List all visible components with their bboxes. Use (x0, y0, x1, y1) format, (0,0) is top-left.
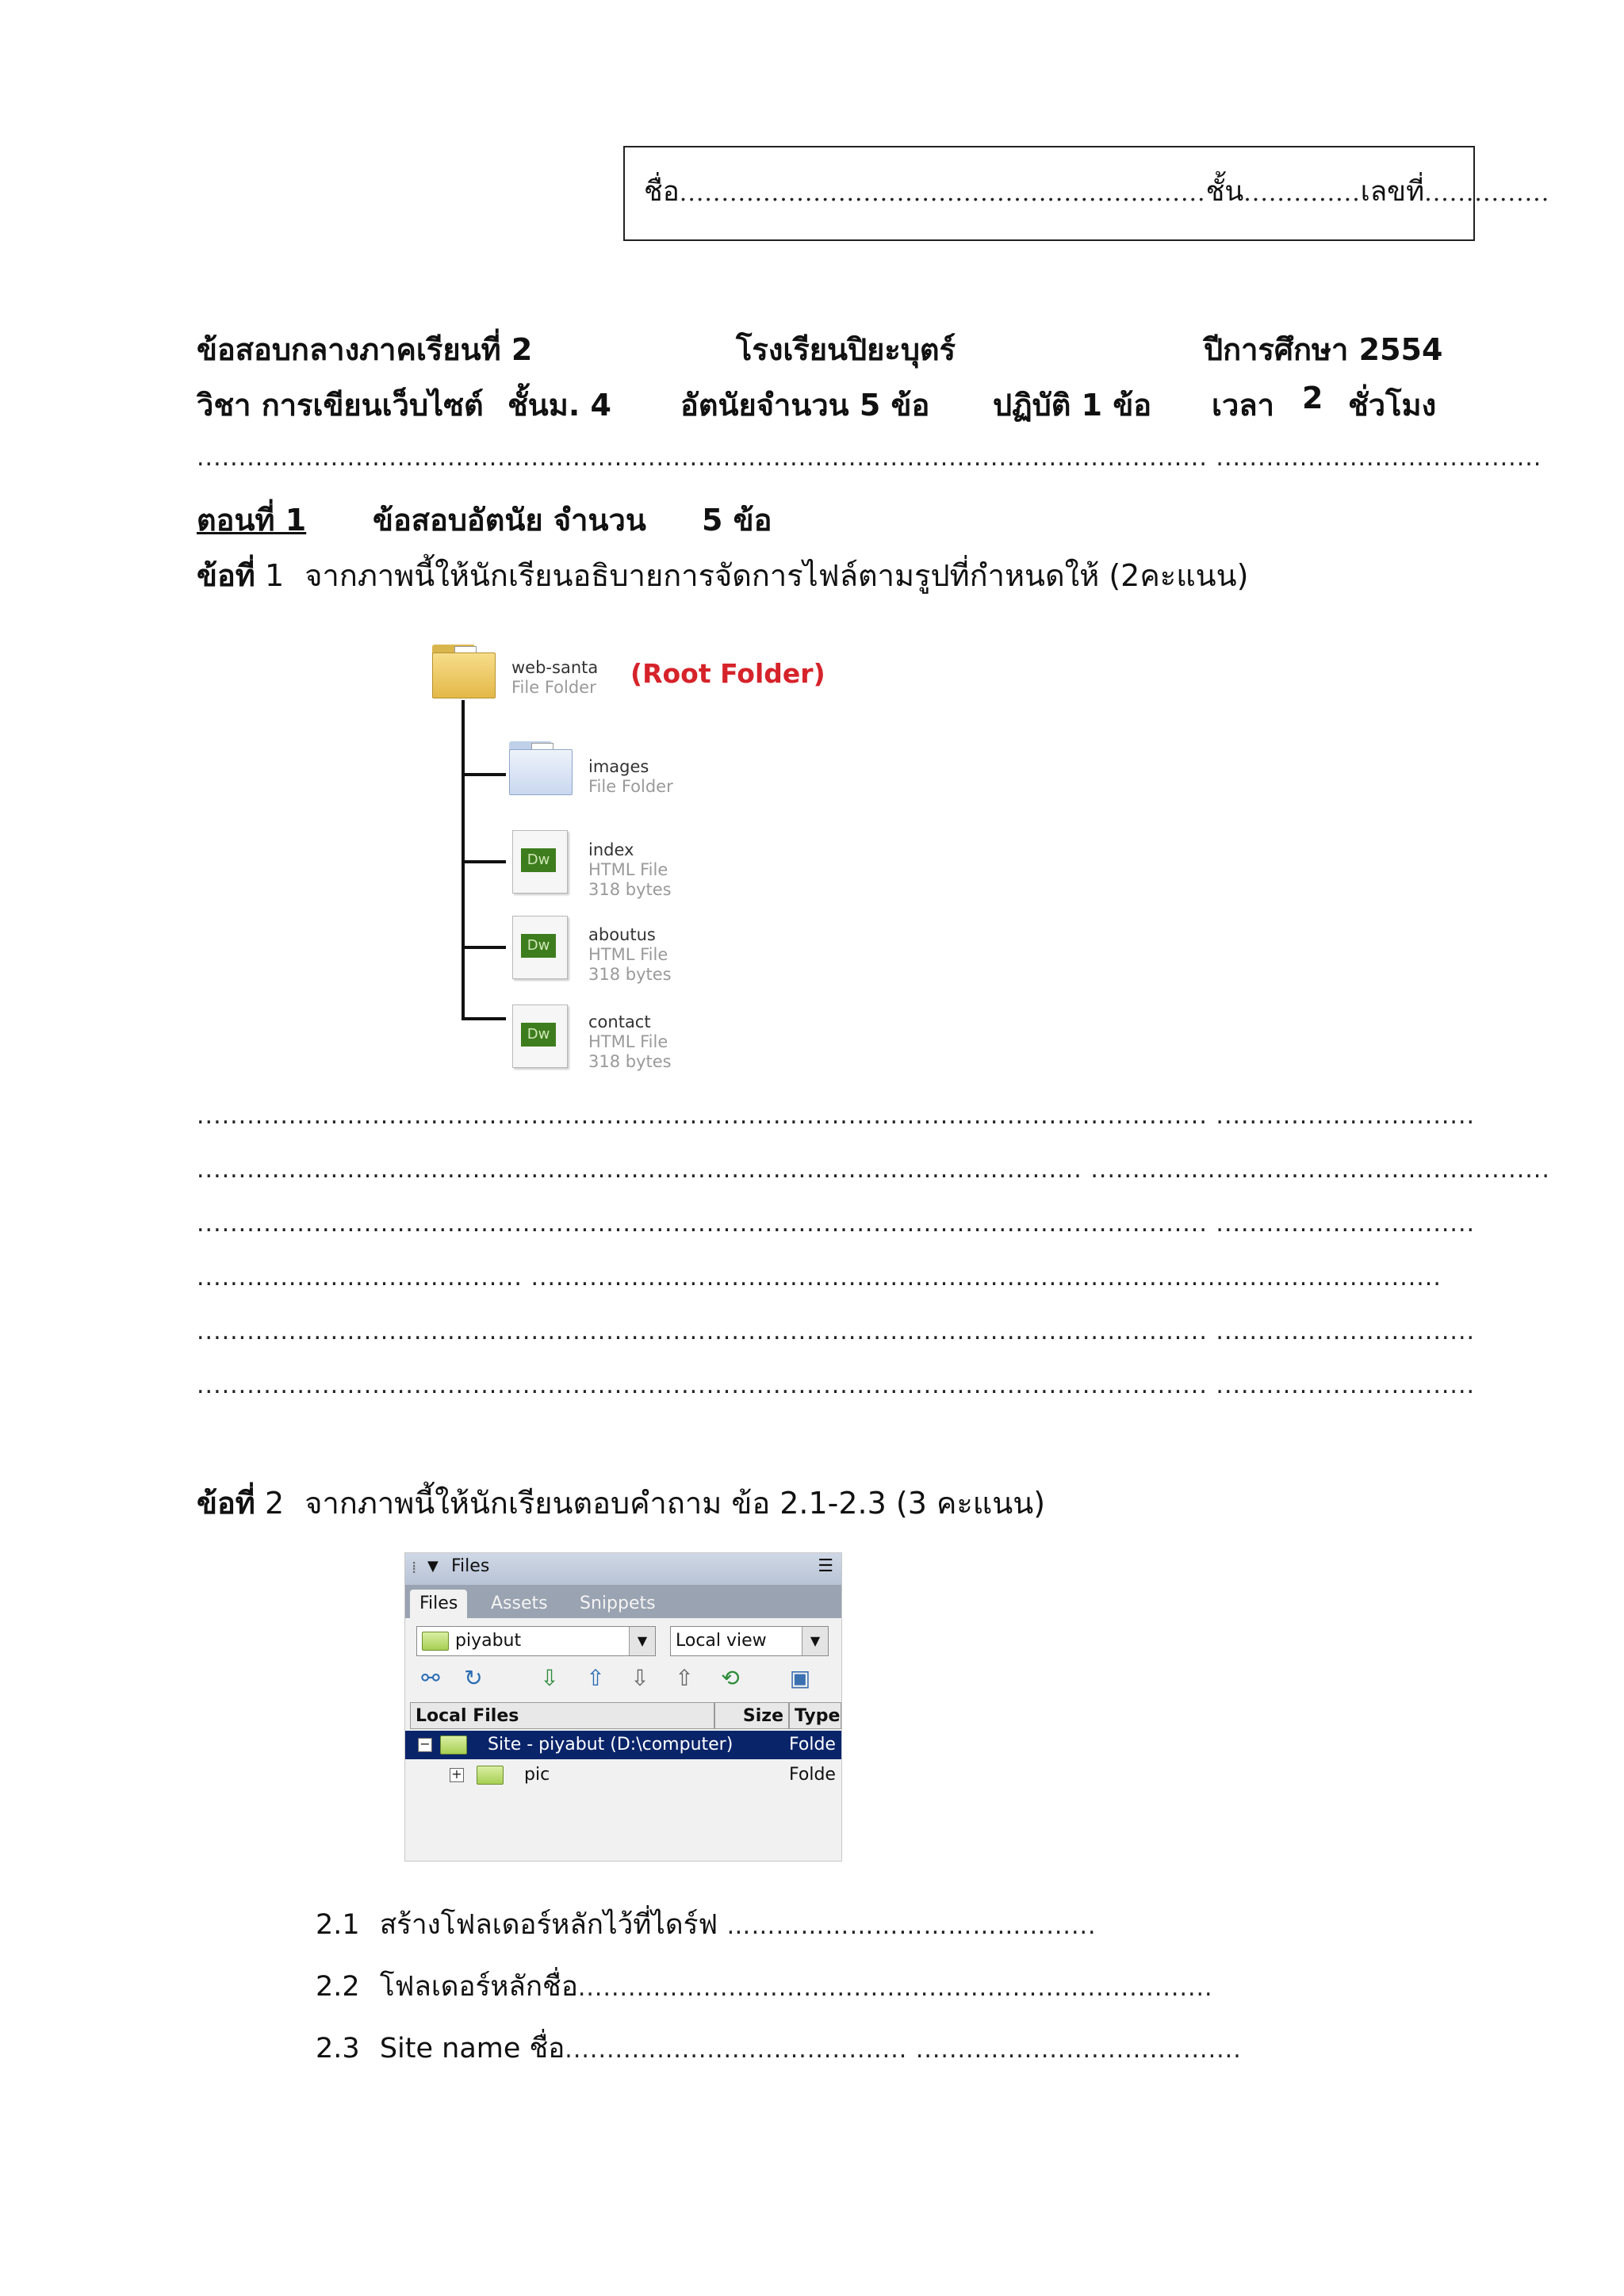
options-menu-icon[interactable]: ☰ (818, 1556, 833, 1576)
question-2 (197, 1479, 1045, 1527)
item-size: 318 bytes (588, 1052, 672, 1071)
answer-line[interactable]: ......................................................................................................................... ............................... (197, 1210, 1476, 1238)
subjective-count: อัตนัยจำนวน 5 ข้อ (680, 388, 930, 423)
expand-icon[interactable]: + (450, 1768, 464, 1782)
practical-count: ปฏิบัติ 1 ข้อ (993, 388, 1152, 423)
panel-title-bar (405, 1553, 841, 1585)
folder-icon (477, 1766, 504, 1785)
tab-assets[interactable]: Assets (491, 1594, 548, 1613)
answer-line[interactable]: ....................................... ............................................................................................................. (197, 1264, 1442, 1292)
time-label: เวลา (1212, 388, 1274, 423)
row-type: Folde (789, 1735, 836, 1755)
site-select[interactable] (416, 1626, 656, 1656)
subject-name: วิชา การเขียนเว็บไซต์ (197, 388, 484, 423)
item-name: index (588, 840, 634, 859)
answer-line[interactable]: .......................................................................................................... ....................................................... (197, 1156, 1550, 1184)
put-files-icon[interactable]: ⇧ (586, 1665, 605, 1691)
tree-branch (462, 860, 506, 863)
chevron-down-icon: ▼ (629, 1627, 655, 1655)
sub-question-2-2 (316, 1965, 1213, 2008)
folder-icon (422, 1632, 449, 1651)
tree-branch (462, 1017, 506, 1020)
sub-question-text: สร้างโฟลเดอร์หลักไว้ที่ไดร์ฟ (379, 1909, 718, 1941)
part-title: ข้อสอบอัตนัย จำนวน (373, 503, 646, 538)
column-size[interactable]: Size (714, 1702, 789, 1729)
collapse-triangle-icon[interactable]: ▼ (427, 1558, 439, 1575)
tree-connector (462, 700, 465, 1019)
sub-question-2-3 (316, 2026, 1242, 2070)
item-name: aboutus (588, 925, 656, 944)
row-name: Site - piyabut (D:\computer) (488, 1735, 733, 1755)
dreamweaver-file-icon: Dw (512, 916, 568, 979)
folder-icon (440, 1735, 467, 1755)
item-name: contact (588, 1012, 651, 1031)
sub-question-text: Site name ชื่อ (379, 2033, 565, 2064)
class-blank[interactable]: .............. (1243, 179, 1361, 207)
root-folder-name: web-santa (511, 658, 599, 677)
files-panel-screenshot (404, 1552, 842, 1862)
view-select-value: Local view (676, 1631, 767, 1651)
dreamweaver-file-icon: Dw (512, 1004, 568, 1068)
item-name: images (588, 757, 649, 776)
check-out-icon[interactable]: ⇩ (630, 1665, 649, 1691)
panel-tabs (405, 1585, 841, 1618)
expand-icon[interactable]: ▣ (789, 1665, 811, 1691)
question-text: จากภาพนี้ให้นักเรียนตอบคำถาม ข้อ 2.1-2.3 (3 คะแนน) (304, 1486, 1046, 1521)
class-label: ชั้น (1205, 176, 1244, 208)
tree-branch (462, 946, 506, 949)
grip-icon: ⁞ (412, 1558, 417, 1577)
dreamweaver-file-icon: Dw (512, 830, 568, 894)
get-files-icon[interactable]: ⇩ (540, 1665, 559, 1691)
item-type: HTML File (588, 860, 668, 879)
number-label: เลขที่ (1360, 176, 1425, 208)
time-value: 2 (1302, 381, 1323, 415)
item-size: 318 bytes (588, 965, 672, 984)
sub-question-number: 2.2 (316, 1971, 360, 2003)
root-folder-annotation: (Root Folder) (630, 658, 825, 689)
name-label: ชื่อ (644, 176, 680, 208)
name-blank[interactable]: ............................................................... (679, 179, 1206, 207)
number-blank[interactable]: ............... (1424, 179, 1550, 207)
connect-icon[interactable]: ⚯ (421, 1665, 440, 1691)
answer-blank[interactable]: ......................................... ....................................... (565, 2036, 1242, 2064)
view-select[interactable] (670, 1626, 829, 1656)
grade-level: ชั้นม. 4 (508, 388, 611, 423)
sub-question-number: 2.1 (316, 1909, 360, 1941)
chevron-down-icon: ▼ (802, 1627, 828, 1655)
column-local-files[interactable]: Local Files (410, 1702, 714, 1729)
item-size: 318 bytes (588, 880, 672, 899)
part-count: 5 ข้อ (702, 503, 772, 538)
sub-question-text: โฟลเดอร์หลักชื่อ (379, 1971, 578, 2003)
question-label: ข้อที่ (197, 558, 255, 593)
question-label: ข้อที่ (197, 1486, 255, 1521)
item-type: HTML File (588, 1032, 668, 1051)
tree-branch (462, 773, 506, 776)
row-type: Folde (789, 1765, 836, 1785)
answer-blank[interactable]: ............................................................................ (577, 1974, 1213, 2002)
answer-line[interactable]: ......................................................................................................................... ............................... (197, 1318, 1476, 1345)
folder-icon (432, 645, 496, 698)
item-type: HTML File (588, 945, 668, 964)
exam-title: ข้อสอบกลางภาคเรียนที่ 2 (197, 332, 533, 367)
answer-line[interactable]: ......................................................................................................................... ............................... (197, 1372, 1476, 1399)
school-name: โรงเรียนปิยะบุตร์ (736, 332, 956, 367)
student-info-line (644, 170, 1549, 213)
question-text: จากภาพนี้ให้นักเรียนอธิบายการจัดการไฟล์ตามรูปที่กำหนดให้ (2คะแนน) (304, 558, 1249, 593)
root-folder-type: File Folder (511, 678, 596, 697)
answer-blank[interactable]: …………………………………...... (726, 1912, 1097, 1940)
time-unit: ชั่วโมง (1348, 388, 1437, 423)
question-1 (197, 551, 1248, 599)
tab-snippets[interactable]: Snippets (580, 1594, 656, 1613)
row-name: pic (524, 1765, 550, 1785)
folder-structure-figure (412, 630, 825, 1090)
folder-icon (509, 741, 573, 795)
question-number: 1 (264, 558, 285, 593)
answer-line[interactable]: ......................................................................................................................... ............................... (197, 1102, 1476, 1130)
table-row[interactable] (405, 1761, 841, 1789)
sub-question-number: 2.3 (316, 2033, 360, 2064)
header-separator: ......................................................................................................................... ....................................... (197, 444, 1542, 472)
academic-year: ปีการศึกษา 2554 (1204, 332, 1443, 367)
column-type[interactable]: Type (789, 1702, 841, 1729)
refresh-icon[interactable]: ↻ (464, 1665, 483, 1691)
table-row[interactable] (405, 1731, 841, 1759)
site-select-value: piyabut (455, 1631, 522, 1651)
question-number: 2 (264, 1486, 285, 1521)
synchronize-icon[interactable]: ⟲ (721, 1665, 740, 1691)
check-in-icon[interactable]: ⇧ (675, 1665, 694, 1691)
tab-files[interactable]: Files (410, 1590, 467, 1618)
item-type: File Folder (588, 777, 673, 796)
part-label: ตอนที่ 1 (197, 503, 307, 538)
collapse-icon[interactable]: − (418, 1738, 432, 1752)
sub-question-2-1 (316, 1903, 1097, 1946)
panel-title: Files (451, 1556, 490, 1576)
